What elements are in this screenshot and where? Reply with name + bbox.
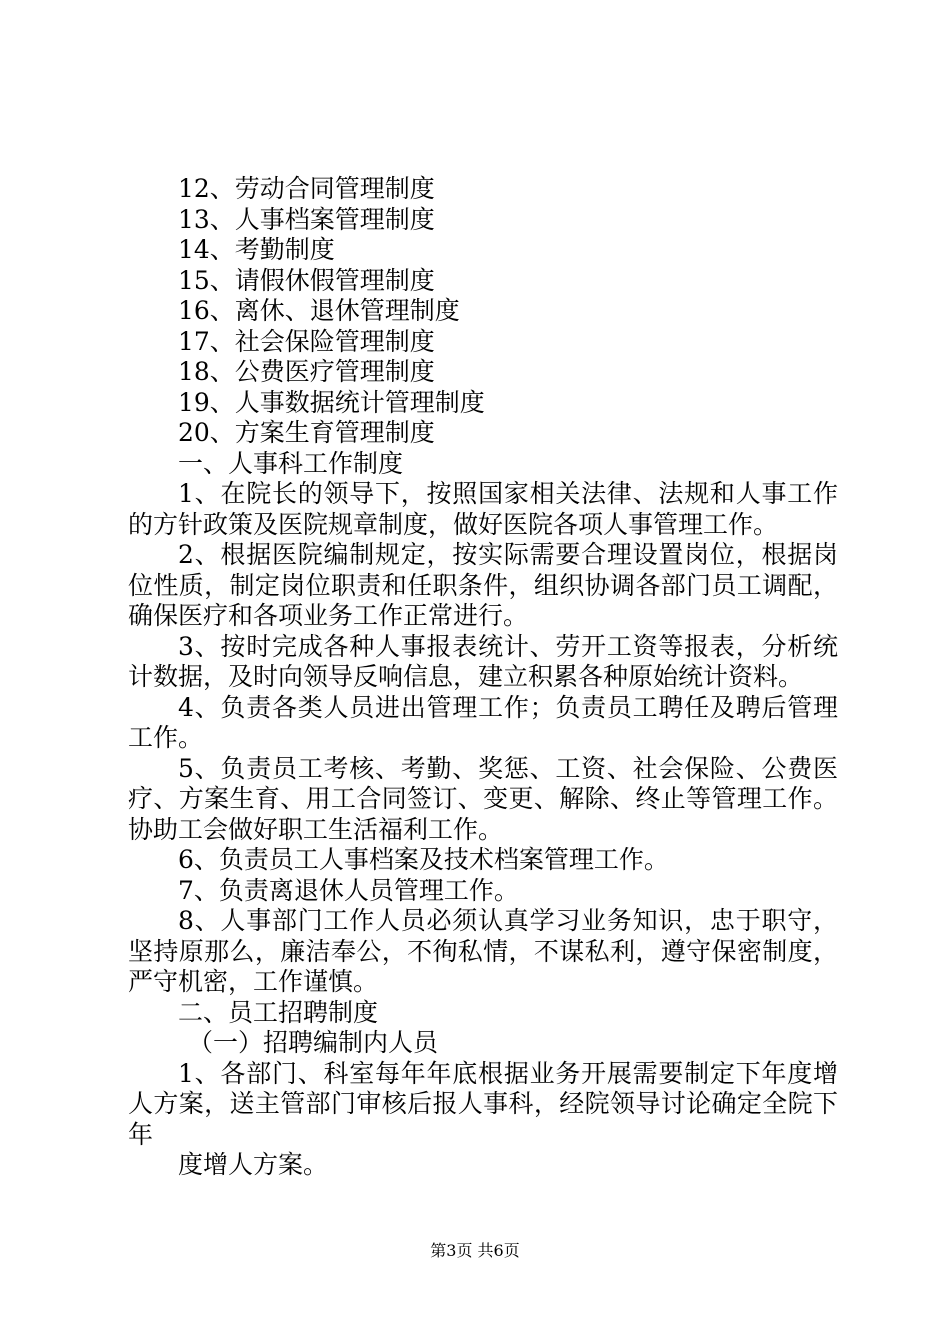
document-body — [128, 174, 838, 1181]
list-item-19: 19、人事数据统计管理制度 — [178, 387, 485, 417]
paragraph: 2、根据医院编制规定，按实际需要合理设置岗位，根据岗位性质，制定岗位职责和任职条件，组织协调各部门员工调配，确保医疗和各项业务工作正常进行。 — [128, 540, 838, 630]
list-item-13: 13、人事档案管理制度 — [178, 204, 435, 234]
section-heading-2: 二、员工招聘制度 — [178, 997, 379, 1027]
section-heading-1: 一、人事科工作制度 — [178, 448, 404, 478]
paragraph: 8、人事部门工作人员必须认真学习业务知识，忠于职守，坚持原那么，廉洁奉公，不徇私情，不谋私利，遵守保密制度，严守机密，工作谨慎。 — [128, 906, 838, 996]
list-item-16: 16、离休、退休管理制度 — [178, 296, 460, 325]
list-item-12: 12、劳动合同管理制度 — [178, 174, 435, 203]
list-item-20: 20、方案生育管理制度 — [178, 418, 435, 447]
paragraph: 7、负责离退休人员管理工作。 — [178, 875, 519, 905]
subsection-heading: （一）招聘编制内人员 — [188, 1028, 439, 1057]
list-item-14: 14、考勤制度 — [178, 235, 335, 264]
paragraph: 度增人方案。 — [178, 1150, 329, 1179]
paragraph: 5、负责员工考核、考勤、奖惩、工资、社会保险、公费医疗、方案生育、用工合同签订、变更、解除、终止等管理工作。协助工会做好职工生活福利工作。 — [128, 753, 838, 844]
paragraph: 6、负责员工人事档案及技术档案管理工作。 — [178, 845, 669, 874]
list-item-15: 15、请假休假管理制度 — [178, 265, 435, 295]
list-item-18: 18、公费医疗管理制度 — [178, 357, 435, 386]
paragraph: 3、按时完成各种人事报表统计、劳开工资等报表，分析统计数据，及时向领导反响信息，建立积累各种原始统计资料。 — [128, 631, 838, 691]
paragraph: 1、各部门、科室每年年底根据业务开展需要制定下年度增人方案，送主管部门审核后报人事科，经院领导讨论确定全院下年 — [128, 1058, 838, 1149]
page-footer: 第3页 共6页 — [430, 1241, 520, 1260]
paragraph: 1、在院长的领导下，按照国家相关法律、法规和人事工作的方针政策及医院规章制度，做好医院各项人事管理工作。 — [128, 479, 838, 539]
paragraph: 4、负责各类人员进出管理工作；负责员工聘任及聘后管理工作。 — [128, 692, 838, 752]
list-item-17: 17、社会保险管理制度 — [178, 326, 435, 356]
